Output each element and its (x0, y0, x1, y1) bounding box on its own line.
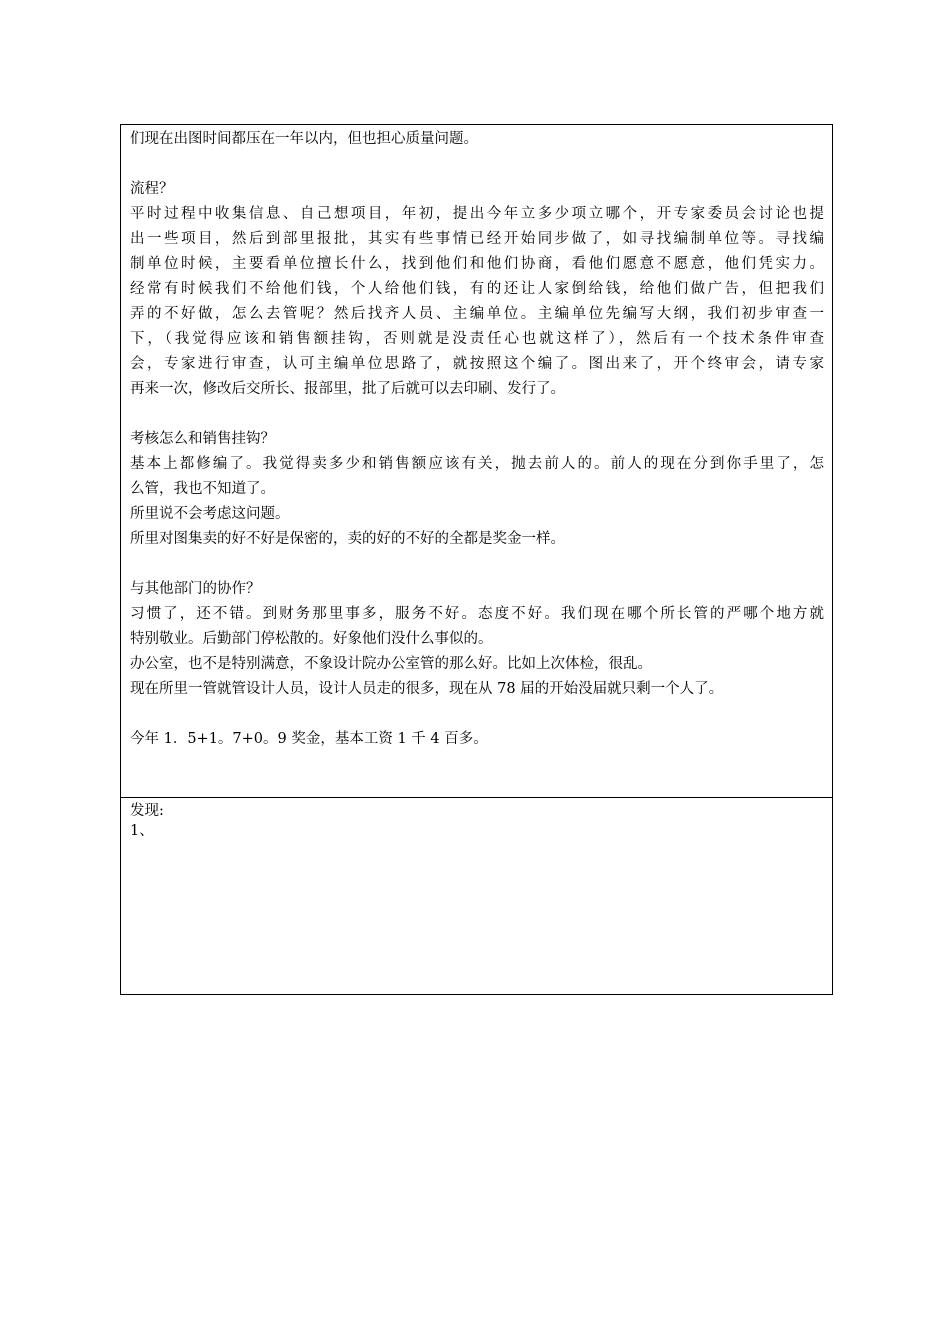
cooperation-heading: 与其他部门的协作？ (130, 581, 261, 597)
assessment-line-2: 么管，我也不知道了。 (130, 481, 275, 497)
assessment-line-1: 基本上都修编了。我觉得卖多少和销售额应该有关，抛去前人的。前人的现在分到你手里了，怎 (130, 456, 824, 472)
cooperation-line-1: 习惯了，还不错。到财务那里事多，服务不好。态度不好。我们现在哪个所长管的严哪个地方就 (130, 606, 824, 622)
blank-line (130, 152, 824, 177)
intro-line: 们现在出图时间都压在一年以内，但也担心质量问题。 (130, 131, 478, 147)
assessment-heading: 考核怎么和销售挂钩？ (130, 431, 275, 447)
process-line-4: 经常有时候我们不给他们钱，个人给他们钱，有的还让人家倒给钱，给他们做广告，但把我们 (130, 281, 824, 297)
assessment-line-3: 所里说不会考虑这问题。 (130, 506, 290, 522)
process-line-2: 出一些项目，然后到部里报批，其实有些事情已经开始同步做了，如寻找编制单位等。寻找编 (130, 231, 824, 247)
blank-line (130, 702, 824, 727)
assessment-line-4: 所里对图集卖的好不好是保密的，卖的好的不好的全都是奖金一样。 (130, 531, 565, 547)
interview-record-table (120, 124, 833, 995)
process-line-8: 再来一次，修改后交所长、报部里，批了后就可以去印刷、发行了。 (130, 381, 565, 397)
findings-item-1: 1、 (130, 823, 154, 839)
salary-line: 今年 1．5+1。7+0。9 奖金，基本工资 1 千 4 百多。 (130, 731, 488, 747)
cooperation-line-2: 特别敬业。后勤部门停松散的。好象他们没什么事似的。 (130, 631, 493, 647)
interview-notes-cell (121, 125, 832, 798)
process-line-3: 制单位时候，主要看单位擅长什么，找到他们和他们协商，看他们愿意不愿意，他们凭实力。 (130, 256, 824, 272)
findings-cell (121, 798, 832, 994)
process-line-6: 下，（我觉得应该和销售额挂钩，否则就是没责任心也就这样了），然后有一个技术条件审查 (130, 331, 824, 347)
blank-line (130, 402, 824, 427)
process-heading: 流程？ (130, 181, 174, 197)
cooperation-line-3: 办公室，也不是特别满意，不象设计院办公室管的那么好。比如上次体检，很乱。 (130, 656, 652, 672)
blank-line (130, 552, 824, 577)
process-line-5: 弄的不好做，怎么去管呢？然后找齐人员、主编单位。主编单位先编写大纲，我们初步审查一 (130, 306, 824, 322)
cooperation-line-4: 现在所里一管就管设计人员，设计人员走的很多，现在从 78 届的开始没届就只剩一个人了。 (130, 681, 724, 697)
process-line-1: 平时过程中收集信息、自己想项目，年初，提出今年立多少项立哪个，开专家委员会讨论也提 (130, 206, 824, 222)
process-line-7: 会，专家进行审查，认可主编单位思路了，就按照这个编了。图出来了，开个终审会，请专家 (130, 356, 824, 372)
findings-heading: 发现: (130, 803, 164, 819)
